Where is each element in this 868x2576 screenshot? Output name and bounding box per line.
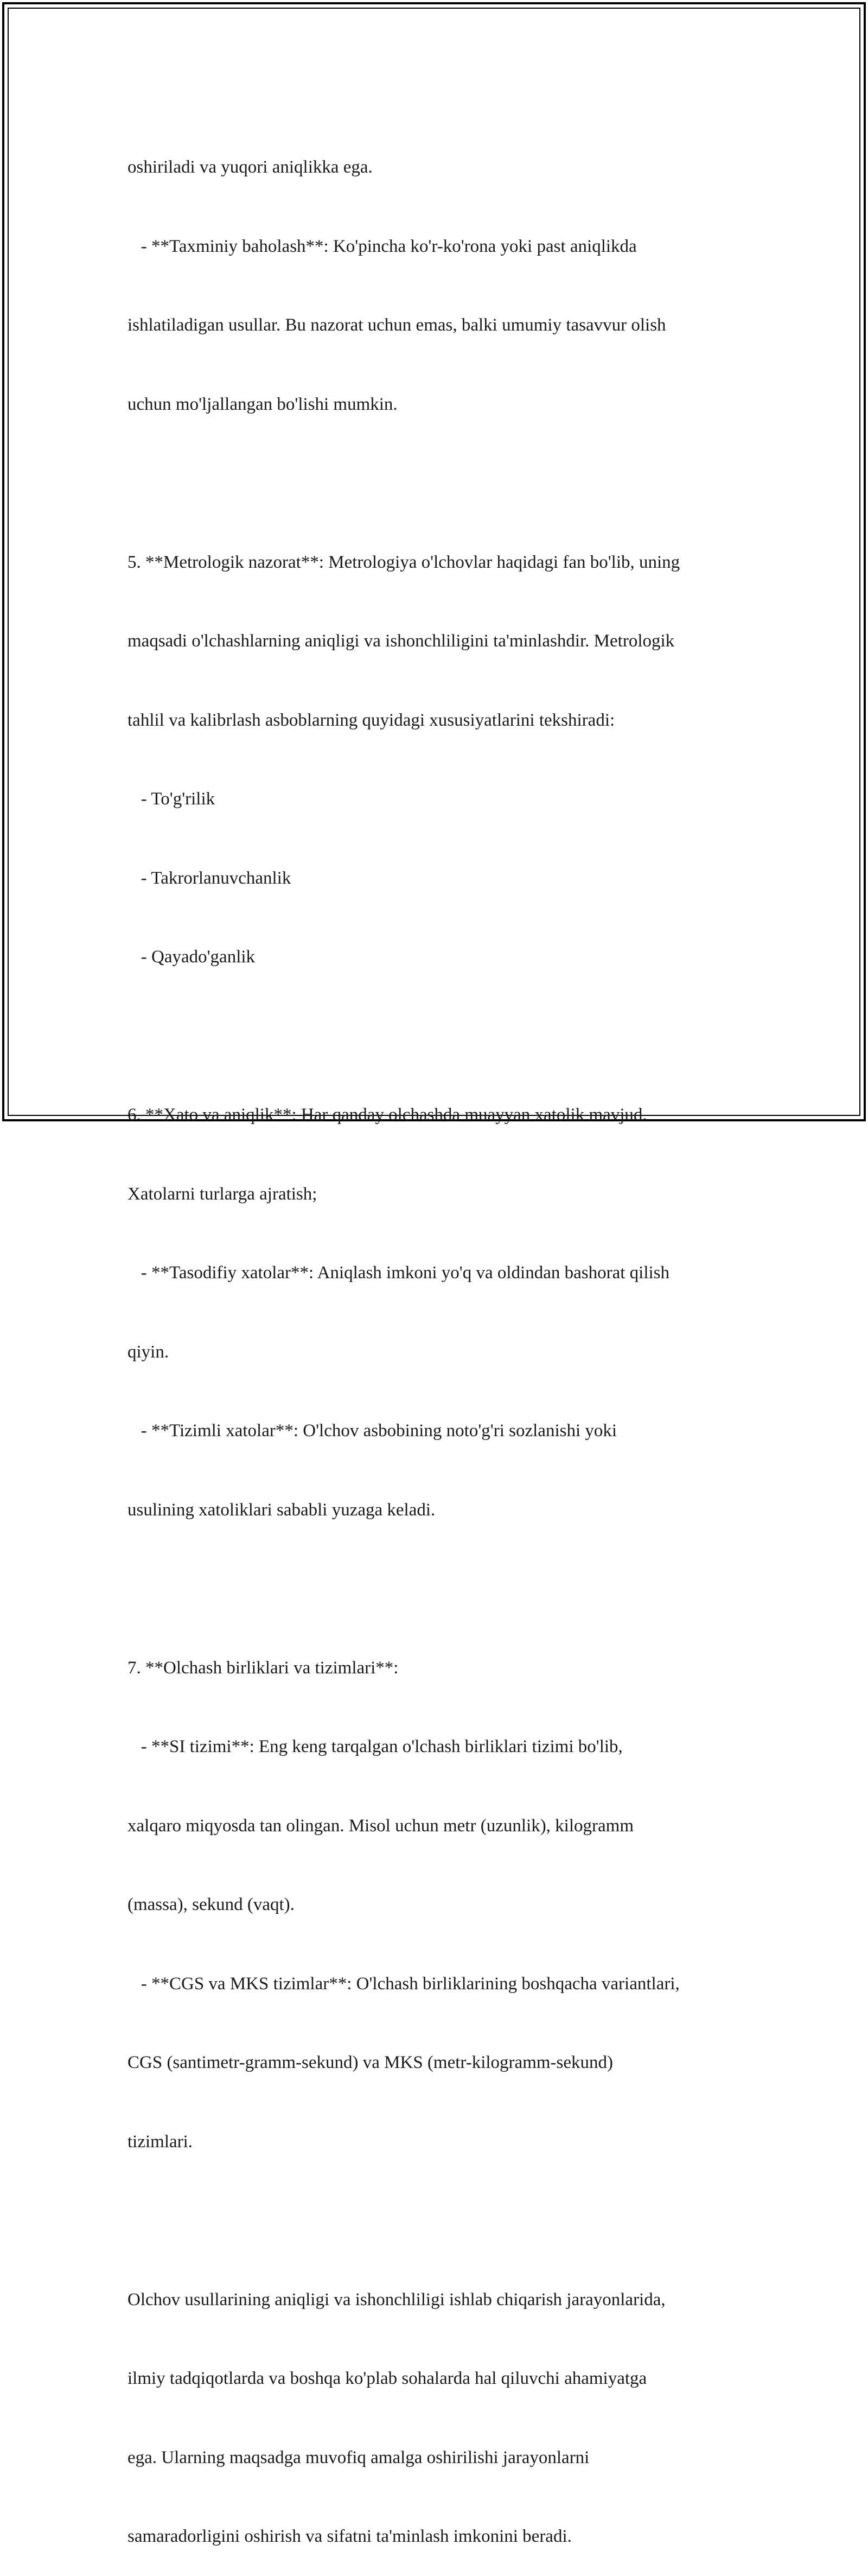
text-line: usulining xatoliklari sababli yuzaga keladi. [127, 1500, 436, 1520]
text-line: tahlil va kalibrlash asboblarning quyidagi xususiyatlarini tekshiradi: [127, 710, 615, 730]
document-body [127, 101, 757, 2576]
text-line: ega. Ularning maqsadga muvofiq amalga oshirilishi jarayonlarni [127, 2447, 590, 2467]
text-line: - Qayado'ganlik [127, 947, 256, 967]
blank-line [127, 2207, 757, 2234]
text-line: maqsadi o'lchashlarning aniqligi va ishonchliligini ta'minlashdir. Metrologik [127, 631, 675, 651]
text-line: samaradorligini oshirish va sifatni ta'minlash imkonini beradi. [127, 2527, 572, 2546]
text-line: (massa), sekund (vaqt). [127, 1895, 295, 1914]
text-line: Olchov usullarining aniqligi va ishonchliligi ishlab chiqarish jarayonlarida, [127, 2289, 666, 2309]
blank-line [127, 470, 757, 497]
text-line: qiyin. [127, 1342, 169, 1362]
text-line: - To'g'rilik [127, 789, 215, 809]
text-line: 7. **Olchash birliklari va tizimlari**: [127, 1658, 399, 1678]
blank-line [127, 1023, 757, 1050]
text-line: xalqaro miqyosda tan olingan. Misol uchun metr (uzunlik), kilogramm [127, 1816, 634, 1836]
text-line: - **Tizimli xatolar**: O'lchov asbobining noto'g'ri sozlanishi yoki [127, 1421, 617, 1441]
text-line: 5. **Metrologik nazorat**: Metrologiya o'lchovlar haqidagi fan bo'lib, uning [127, 552, 680, 572]
text-line: uchun mo'ljallangan bo'lishi mumkin. [127, 394, 398, 414]
text-line: - **Tasodifiy xatolar**: Aniqlash imkoni yo'q va oldindan bashorat qilish [127, 1263, 670, 1283]
blank-line [127, 1576, 757, 1602]
text-line: Xatolarni turlarga ajratish; [127, 1184, 317, 1204]
text-line: ishlatiladigan usullar. Bu nazorat uchun emas, balki umumiy tasavvur olish [127, 315, 666, 335]
text-line: 6. **Xato va aniqlik**: Har qanday olchashda muayyan xatolik mavjud. [127, 1105, 647, 1125]
text-line: - **CGS va MKS tizimlar**: O'lchash birliklarining boshqacha variantlari, [127, 1974, 680, 1994]
text-line: tizimlari. [127, 2131, 193, 2152]
text-line: - **SI tizimi**: Eng keng tarqalgan o'lchash birliklari tizimi bo'lib, [127, 1737, 623, 1756]
text-line: oshiriladi va yuqori aniqlikka ega. [127, 157, 373, 177]
text-line: - **Taxminiy baholash**: Ko'pincha ko'r-ko'rona yoki past aniqlikda [127, 236, 637, 256]
text-line: - Takrorlanuvchanlik [127, 868, 291, 888]
text-line: CGS (santimetr-gramm-sekund) va MKS (metr-kilogramm-sekund) [127, 2053, 613, 2072]
text-line: ilmiy tadqiqotlarda va boshqa ko'plab sohalarda hal qiluvchi ahamiyatga [127, 2369, 647, 2388]
